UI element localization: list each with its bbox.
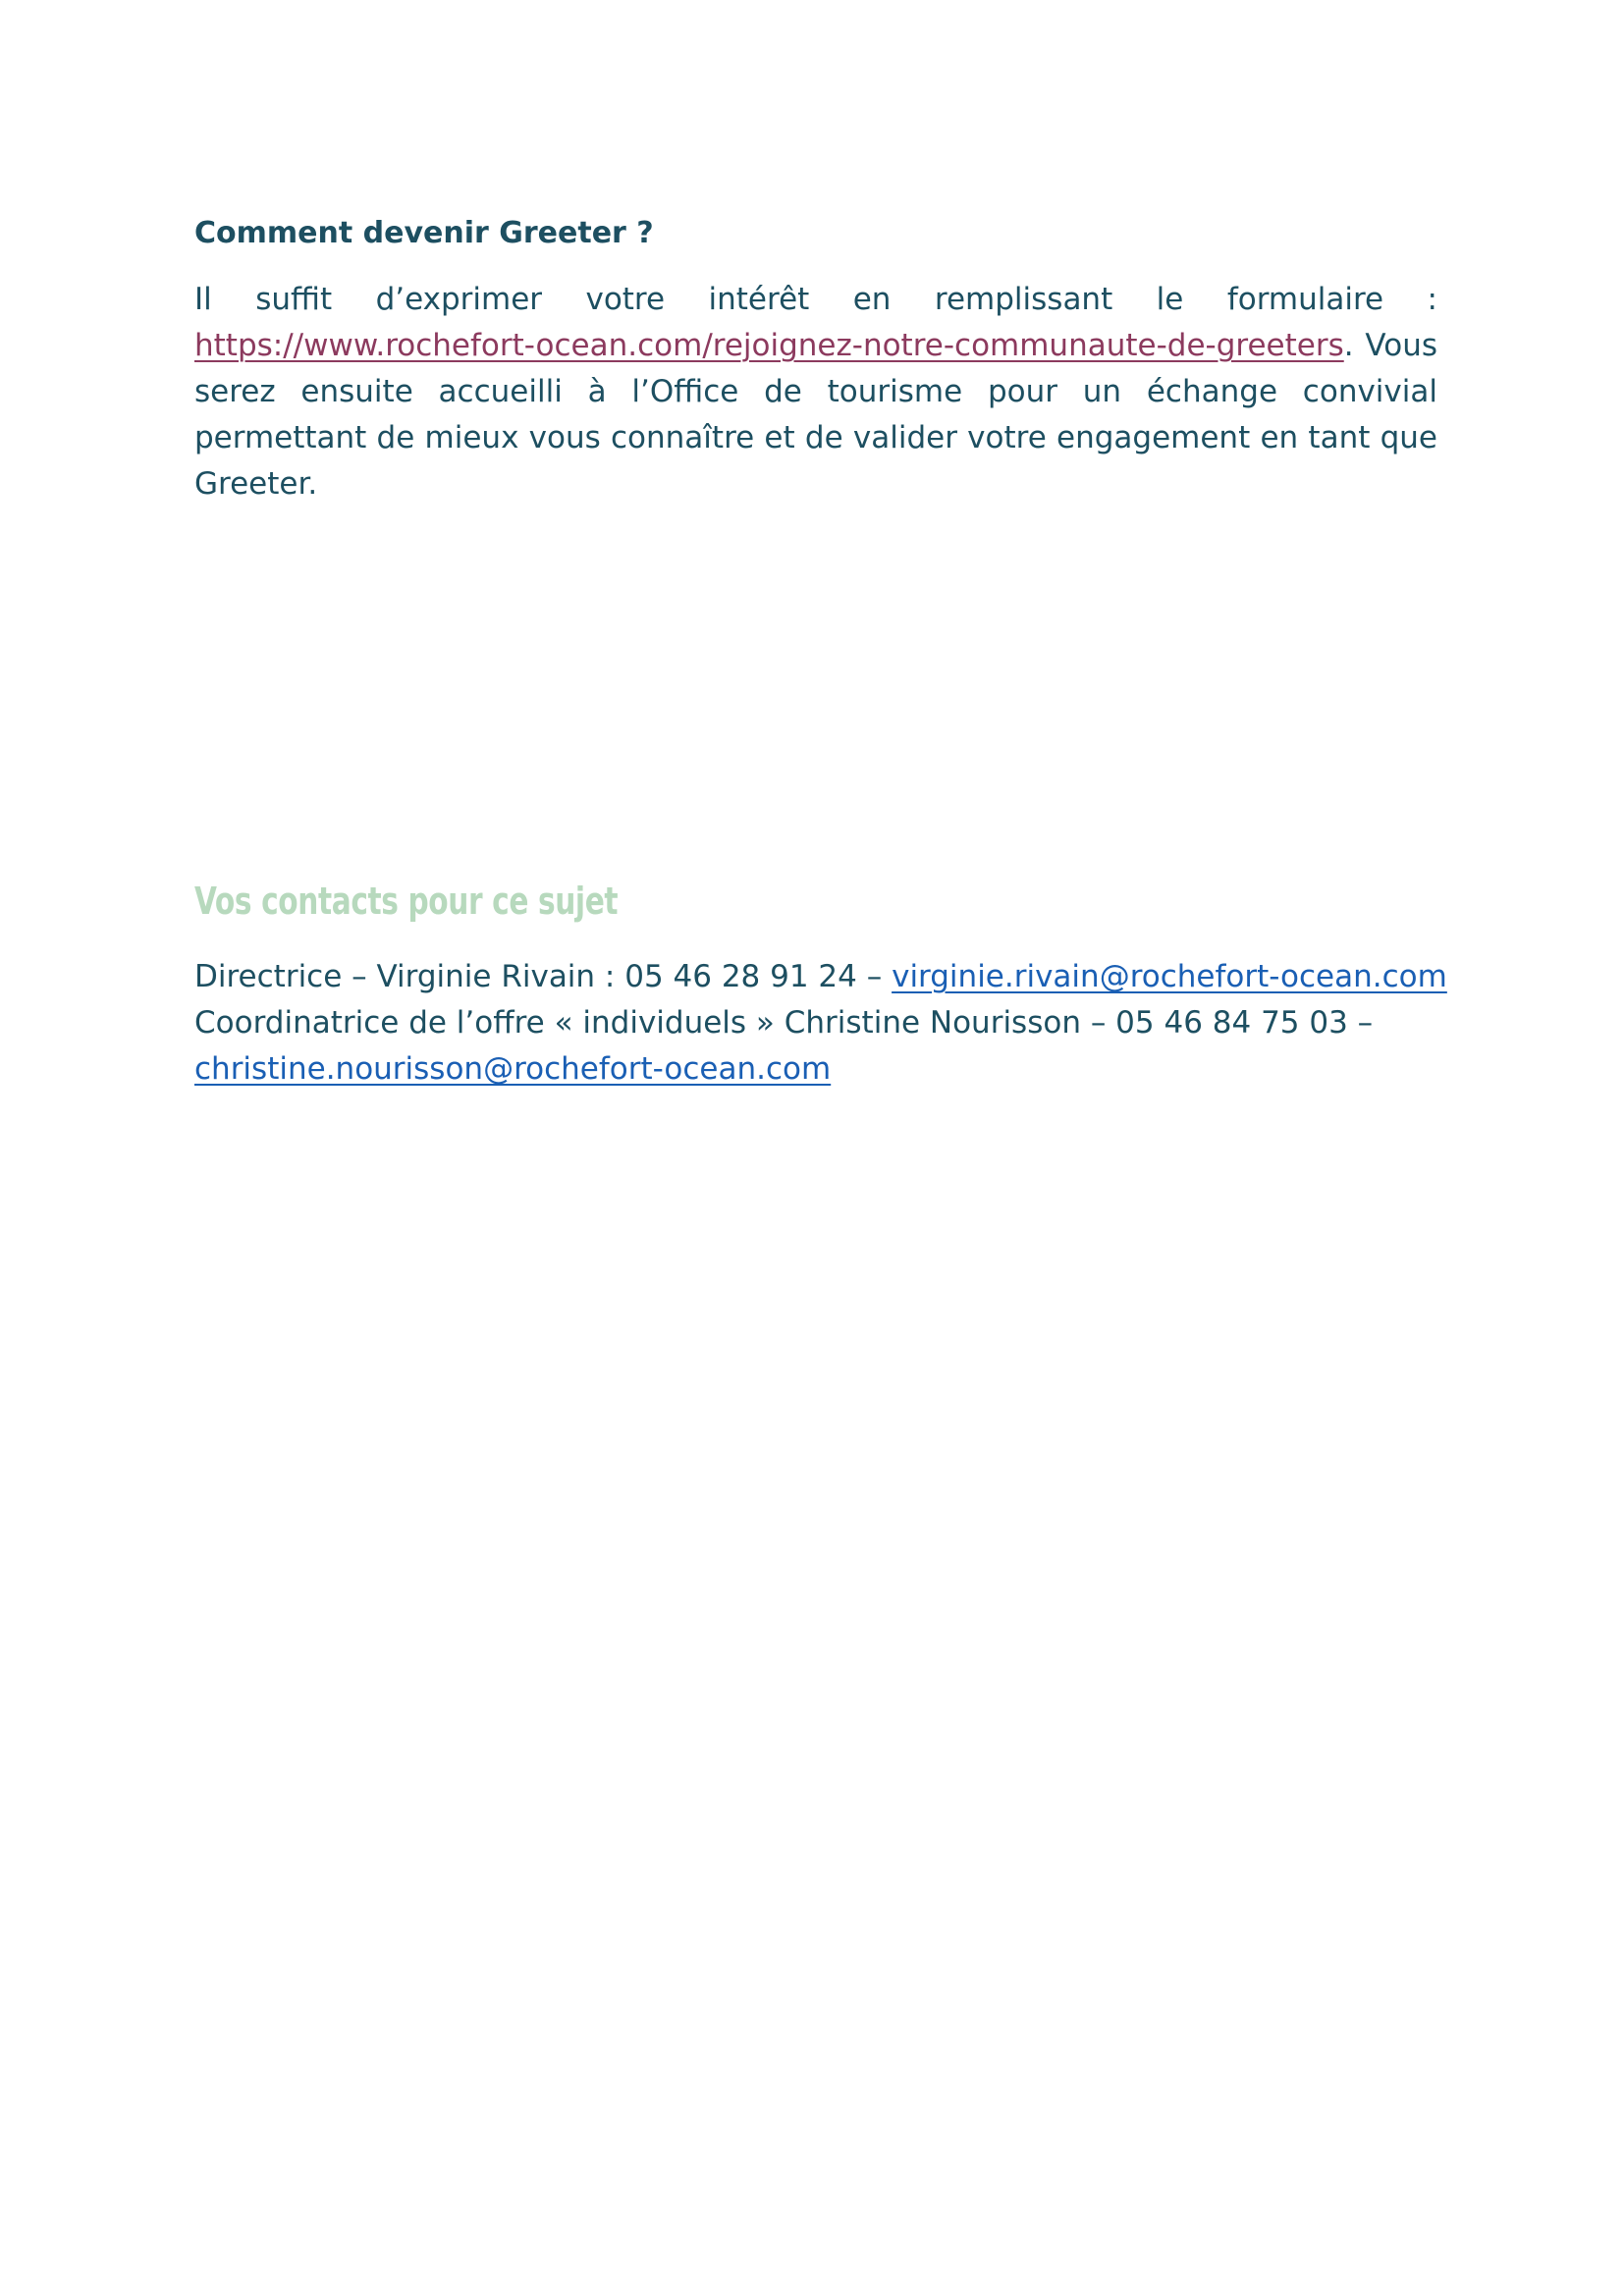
greeters-form-link[interactable]: https://www.rochefort-ocean.com/rejoignez-notre-communaute-de-greeters (194, 328, 1344, 363)
contact-line-coordinatrice: Coordinatrice de l’offre « individuels » Christine Nourisson – 05 46 84 75 03 – (194, 1005, 1374, 1041)
paragraph-text-intro: Il suffit d’exprimer votre intérêt en remplissant le formulaire : (194, 282, 1437, 317)
contact-line-email-christine (194, 1046, 831, 1093)
contacts-heading: Vos contacts pour ce sujet (194, 880, 619, 923)
contact-line-directrice (194, 954, 1447, 1000)
email-link-virginie[interactable]: virginie.rivain@rochefort-ocean.com (892, 959, 1447, 994)
greeter-instructions-paragraph (194, 277, 1437, 507)
paragraph-text-outro: . Vous serez ensuite accueilli à l’Office de tourisme pour un échange convivial permettant de mieux vous connaître et de valider votre engagement en tant que Greeter. (194, 328, 1437, 502)
contact-directrice-text: Directrice – Virginie Rivain : 05 46 28 91 24 – (194, 959, 893, 994)
email-link-christine[interactable]: christine.nourisson@rochefort-ocean.com (194, 1051, 832, 1087)
section-heading-become-greeter: Comment devenir Greeter ? (194, 216, 654, 250)
